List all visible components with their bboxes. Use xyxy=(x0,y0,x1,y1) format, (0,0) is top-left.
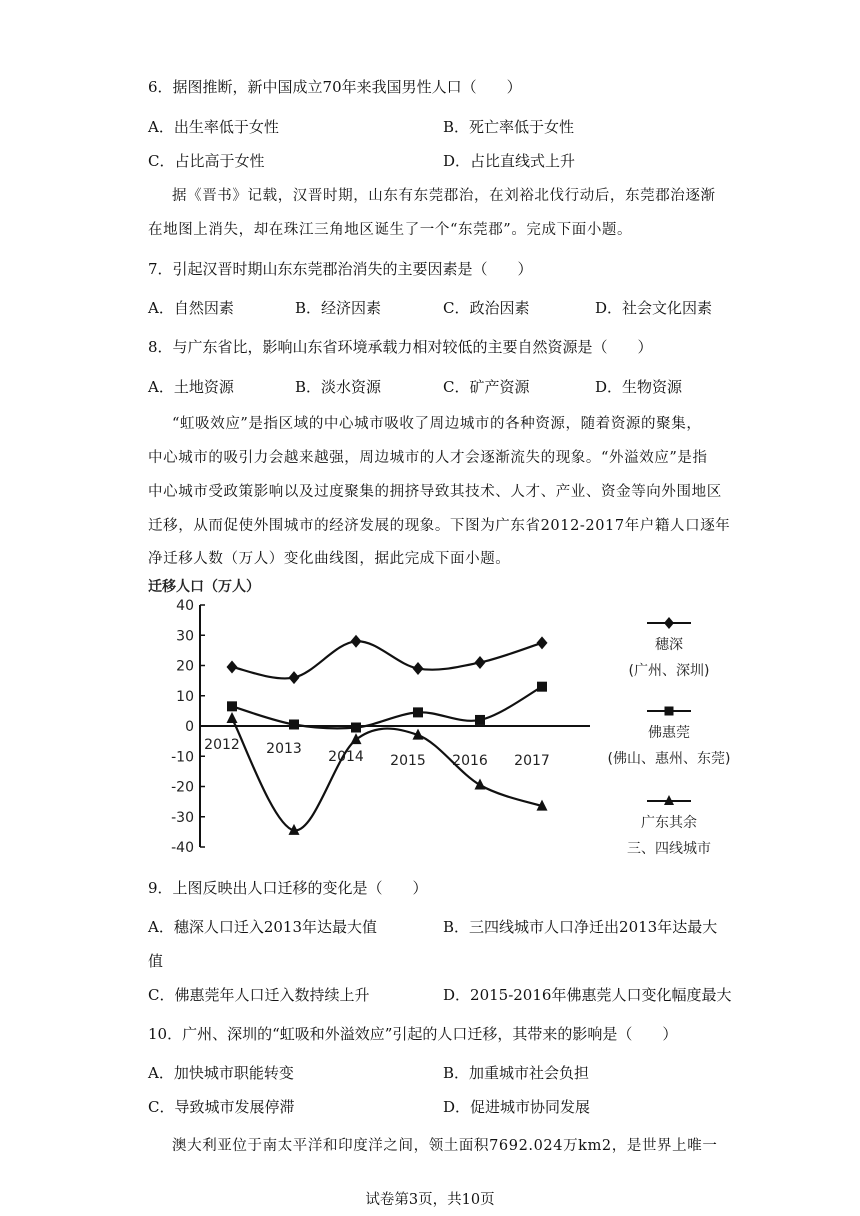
q9-option-c: C．佛惠莞年人口迁入数持续上升 xyxy=(148,986,370,1004)
q8-option-c: C．矿产资源 xyxy=(443,378,530,396)
passage1-line2: 在地图上消失，却在珠江三角地区诞生了一个“东莞郡”。完成下面小题。 xyxy=(148,222,633,238)
q8-option-d: D．生物资源 xyxy=(595,378,683,396)
triangle-marker xyxy=(351,733,362,744)
y-tick-label: -20 xyxy=(171,779,194,796)
legend-subname: 三、四线城市 xyxy=(627,841,711,857)
legend-subname: (广州、深圳) xyxy=(628,663,710,679)
passage2-line4: 迁移，从而促使外围城市的经济发展的现象。下图为广东省2012-2017年户籍人口逐年 xyxy=(148,518,731,534)
x-tick-label: 2015 xyxy=(390,753,426,769)
series-line xyxy=(232,718,542,830)
q10-option-c: C．导致城市发展停滞 xyxy=(148,1098,295,1116)
x-tick-label: 2016 xyxy=(452,753,488,769)
square-marker xyxy=(537,682,547,692)
passage1-line1: 据《晋书》记载，汉晋时期，山东有东莞郡治，在刘裕北伐行动后，东莞郡治逐渐 xyxy=(172,188,716,204)
y-tick-label: 40 xyxy=(176,598,194,614)
y-tick-label: 0 xyxy=(185,719,194,735)
series-line xyxy=(232,641,542,678)
q6-option-a: A．出生率低于女性 xyxy=(148,118,279,136)
q10-option-b: B．加重城市社会负担 xyxy=(443,1064,590,1082)
q10-option-d: D．促进城市协同发展 xyxy=(443,1098,591,1116)
page-footer: 试卷第3页，共10页 xyxy=(365,1192,495,1208)
passage2-line2: 中心城市的吸引力会越来越强，周边城市的人才会逐渐流失的现象。“外溢效应”是指 xyxy=(148,450,708,466)
y-tick-label: -40 xyxy=(171,840,194,856)
triangle-marker xyxy=(227,712,238,723)
legend-name: 广东其余 xyxy=(641,815,697,831)
legend-name: 佛惠莞 xyxy=(648,725,690,741)
square-marker xyxy=(475,715,485,725)
diamond-marker xyxy=(537,636,548,649)
diamond-marker xyxy=(413,662,424,675)
q6-option-d: D．占比直线式上升 xyxy=(443,152,576,170)
legend-subname: (佛山、惠州、东莞) xyxy=(607,751,731,767)
diamond-marker xyxy=(227,661,238,674)
square-marker xyxy=(413,707,423,717)
q8-stem: 8．与广东省比，影响山东省环境承载力相对较低的主要自然资源是（ ） xyxy=(148,338,653,356)
q9-option-d: D．2015-2016年佛惠莞人口变化幅度最大 xyxy=(443,986,732,1004)
q9-stem: 9．上图反映出人口迁移的变化是（ ） xyxy=(148,879,428,897)
q10-option-a: A．加快城市职能转变 xyxy=(148,1064,294,1082)
passage3-line1: 澳大利亚位于南太平洋和印度洋之间，领土面积7692.024万km2，是世界上唯一 xyxy=(172,1138,718,1154)
migration-line-chart xyxy=(140,575,760,865)
y-tick-label: 20 xyxy=(176,658,194,675)
q7-option-d: D．社会文化因素 xyxy=(595,299,713,317)
q7-option-b: B．经济因素 xyxy=(295,299,382,317)
x-tick-label: 2012 xyxy=(204,737,240,753)
q10-stem: 10．广州、深圳的“虹吸和外溢效应”引起的人口迁移，其带来的影响是（ ） xyxy=(148,1025,678,1043)
square-marker xyxy=(351,723,361,733)
square-marker xyxy=(227,701,237,711)
q8-option-b: B．淡水资源 xyxy=(295,378,382,396)
q6-stem: 6．据图推断，新中国成立70年来我国男性人口（ ） xyxy=(148,78,522,96)
passage2-line1: “虹吸效应”是指区域的中心城市吸收了周边城市的各种资源，随着资源的聚集， xyxy=(172,416,702,432)
q6-option-b: B．死亡率低于女性 xyxy=(443,118,575,136)
passage2-line5: 净迁移人数（万人）变化曲线图，据此完成下面小题。 xyxy=(148,551,511,567)
diamond-marker xyxy=(351,635,362,648)
q6-option-c: C．占比高于女性 xyxy=(148,152,265,170)
x-tick-label: 2013 xyxy=(266,741,302,757)
q9-option-a: A．穗深人口迁入2013年达最大值 xyxy=(148,918,378,936)
y-tick-label: 30 xyxy=(176,628,194,645)
q9-option-b: B．三四线城市人口净迁出2013年达最大 xyxy=(443,918,718,936)
q7-option-a: A．自然因素 xyxy=(148,299,234,317)
x-tick-label: 2017 xyxy=(514,753,550,769)
q7-option-c: C．政治因素 xyxy=(443,299,530,317)
q9-option-b-cont: 值 xyxy=(148,952,164,970)
passage2-line3: 中心城市受政策影响以及过度聚集的拥挤导致其技术、人才、产业、资金等向外围地区 xyxy=(148,484,722,500)
q7-stem: 7．引起汉晋时期山东东莞郡治消失的主要因素是（ ） xyxy=(148,260,533,278)
triangle-marker xyxy=(475,778,486,789)
y-tick-label: -30 xyxy=(171,809,194,826)
square-marker xyxy=(665,707,674,716)
square-marker xyxy=(289,719,299,729)
legend-name: 穗深 xyxy=(655,637,683,653)
diamond-marker xyxy=(475,656,486,669)
series-line xyxy=(232,687,542,729)
diamond-marker xyxy=(664,617,674,629)
x-tick-label: 2014 xyxy=(328,749,364,765)
diamond-marker xyxy=(289,671,300,684)
y-tick-label: -10 xyxy=(171,749,194,766)
y-tick-label: 10 xyxy=(176,688,194,705)
chart-y-axis-label: 迁移人口（万人） xyxy=(148,579,260,595)
q8-option-a: A．土地资源 xyxy=(148,378,234,396)
